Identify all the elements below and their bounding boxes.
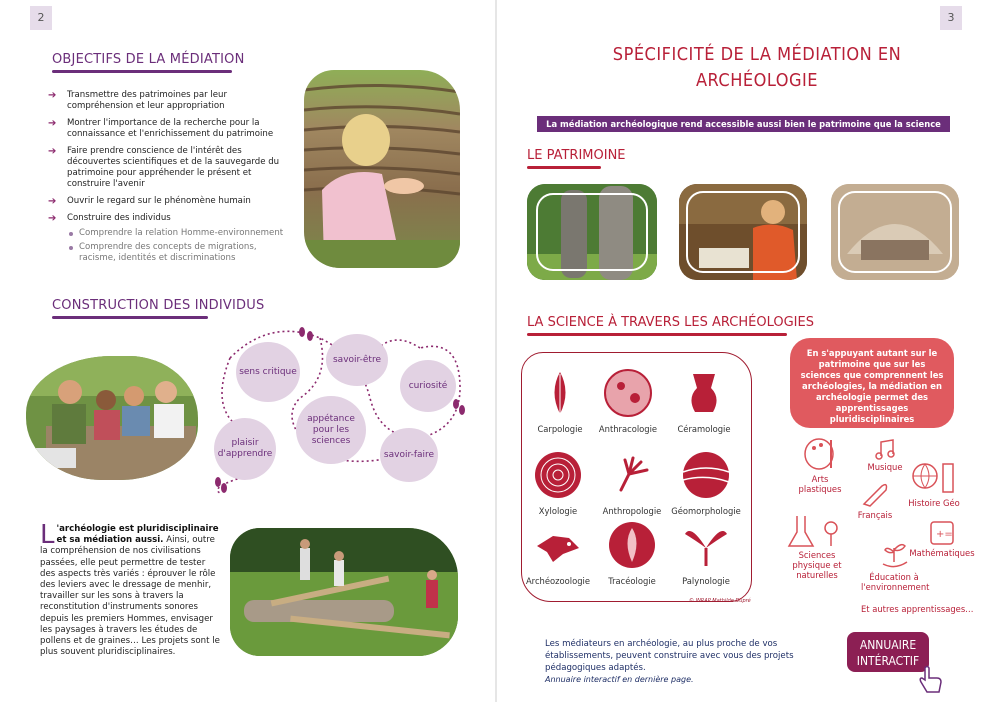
patrimoine-heading: LE PATRIMOINE xyxy=(527,148,626,163)
pluridisciplinary-card: En s'appuyant autant sur le patrimoine que sur les sciences que comprennent les archéologies, la médiation en archéologie permet des apprentissages pluridisciplinaires xyxy=(790,338,954,428)
pointer-hand-icon xyxy=(917,664,943,694)
palynologie-icon xyxy=(681,520,731,570)
science-item: Carpologie xyxy=(521,368,599,434)
subject-arts: Arts plastiques xyxy=(793,436,847,494)
list-item: ➔ Montrer l'importance de la recherche pour la connaissance et l'enrichissement du patrimoine xyxy=(48,118,274,139)
globe-column-icon xyxy=(909,460,959,496)
blob-curiosite: curiosité xyxy=(400,360,456,412)
arrow-icon: ➔ xyxy=(48,118,57,129)
blob-appetance: appétance pour les sciences xyxy=(296,396,366,464)
title-line: SPÉCIFICITÉ DE LA MÉDIATION EN xyxy=(612,44,902,65)
carpologie-icon xyxy=(535,368,585,418)
photo-illustration xyxy=(679,184,807,280)
subject-history-geo: Histoire Géo xyxy=(905,460,963,508)
pluridisciplinary-text xyxy=(40,520,222,658)
bullet-icon xyxy=(69,246,73,250)
subject-sciences: Sciences physique et naturelles xyxy=(781,512,853,580)
directory-button[interactable]: ANNUAIRE INTÉRACTIF xyxy=(847,632,929,672)
photo-menhir-lifting xyxy=(230,528,458,656)
footer-line: Les médiateurs en archéologie, au plus proche de vos établissements, peuvent construire avec vous des projets pédagogiques adaptés. xyxy=(545,639,794,673)
page-title xyxy=(587,42,927,94)
heading-underline xyxy=(527,166,601,169)
photo-credit: © INRAP Mathilde Dupré xyxy=(689,598,751,604)
photo-child-museum xyxy=(679,184,807,280)
geomorphologie-icon xyxy=(681,450,731,500)
svg-text:+=: += xyxy=(936,529,953,540)
science-item: Xylologie xyxy=(519,450,597,516)
photo-illustration xyxy=(230,528,458,656)
page-number: 3 xyxy=(940,6,962,30)
text-bold-intro: 'archéologie est pluridisciplinaire et sa médiation aussi. xyxy=(56,524,219,546)
quill-icon xyxy=(860,478,890,508)
list-item: ➔ Ouvrir le regard sur le phénomène humain xyxy=(48,196,251,207)
construction-heading: CONSTRUCTION DES INDIVIDUS xyxy=(52,298,265,313)
anthracologie-icon xyxy=(603,368,653,418)
intro-banner: La médiation archéologique rend accessible aussi bien le patrimoine que la science archéologique. xyxy=(537,116,950,132)
subject-environment: Éducation à l'environnement xyxy=(861,540,927,592)
photo-stone-vault xyxy=(831,184,959,280)
objectives-list xyxy=(48,90,293,270)
subject-math: += Mathématiques xyxy=(907,520,977,558)
page-number: 2 xyxy=(30,6,52,30)
subject-french: Français xyxy=(851,478,899,520)
science-item: Archéozoologie xyxy=(519,520,597,586)
photo-illustration xyxy=(304,70,460,268)
right-page xyxy=(497,0,992,702)
footer-text xyxy=(545,638,845,686)
music-note-icon xyxy=(873,438,897,460)
photo-child-wattle-wall xyxy=(304,70,460,268)
title-line: ARCHÉOLOGIE xyxy=(695,70,819,91)
heading-underline xyxy=(527,333,787,336)
science-item: Anthropologie xyxy=(593,450,671,516)
text-body: Ainsi, outre la compréhension de nos civilisations passées, elle peut permettre de tester des aspects très variés : éprouver le rôle des leviers avec le dressage de menhir, travailler sur les sons à travers la reconstitution d'instruments sonores depuis les premiers Hommes, envisager les paysages à travers les études de pollens et de graines… Les projets sont le plus souvent pluridisciplinaires. xyxy=(40,535,220,658)
xylologie-icon xyxy=(533,450,583,500)
blob-plaisir: plaisir d'apprendre xyxy=(214,418,276,480)
blob-sens-critique: sens critique xyxy=(236,342,300,402)
list-item: ➔ Transmettre des patrimoines par leur compréhension et leur appropriation xyxy=(48,90,228,111)
traceologie-icon xyxy=(607,520,657,570)
science-item: Tracéologie xyxy=(593,520,671,586)
arrow-icon: ➔ xyxy=(48,213,57,224)
heading-underline xyxy=(52,316,208,319)
microscope-flask-icon xyxy=(787,512,847,548)
science-item: Céramologie xyxy=(665,368,743,434)
photo-illustration xyxy=(527,184,657,280)
science-heading: LA SCIENCE À TRAVERS LES ARCHÉOLOGIES xyxy=(527,315,814,330)
sub-list-item: Comprendre des concepts de migrations, racisme, identités et discriminations xyxy=(67,242,293,264)
footer-note: Annuaire interactif en dernière page. xyxy=(545,675,694,684)
photo-illustration xyxy=(26,356,198,480)
archeozoologie-icon xyxy=(533,520,583,570)
bullet-icon xyxy=(69,232,73,236)
list-item: ➔ Construire des individus Comprendre la relation Homme-environnement Comprendre des concepts de migrations, racisme, identités et discriminations xyxy=(48,213,293,264)
arrow-icon: ➔ xyxy=(48,196,57,207)
heading-underline xyxy=(52,70,232,73)
arrow-icon: ➔ xyxy=(48,90,57,101)
list-item: ➔ Faire prendre conscience de l'intérêt des découvertes scientifiques et de la sauvegarde du patrimoine pour appréhender le présent et construire l'avenir xyxy=(48,146,280,189)
calculator-icon xyxy=(927,520,957,546)
subject-music: Musique xyxy=(861,438,909,472)
blob-savoir-etre: savoir-être xyxy=(326,334,388,386)
photo-illustration xyxy=(831,184,959,280)
arrow-icon: ➔ xyxy=(48,146,57,157)
more-subjects: Et autres apprentissages… xyxy=(861,604,974,614)
plant-hand-icon xyxy=(879,540,909,570)
palette-icon xyxy=(803,436,837,472)
anthropologie-icon xyxy=(607,450,657,500)
science-item: Géomorphologie xyxy=(667,450,745,516)
blob-savoir-faire: savoir-faire xyxy=(380,428,438,482)
science-item: Anthracologie xyxy=(589,368,667,434)
sub-list-item: Comprendre la relation Homme-environnement xyxy=(67,228,293,239)
photo-children-excavation xyxy=(26,356,198,480)
science-item: Palynologie xyxy=(667,520,745,586)
drop-cap: L xyxy=(40,520,55,550)
objectives-heading: OBJECTIFS DE LA MÉDIATION xyxy=(52,52,245,67)
photo-menhirs xyxy=(527,184,657,280)
sub-list xyxy=(67,228,293,264)
ceramologie-icon xyxy=(679,368,729,418)
